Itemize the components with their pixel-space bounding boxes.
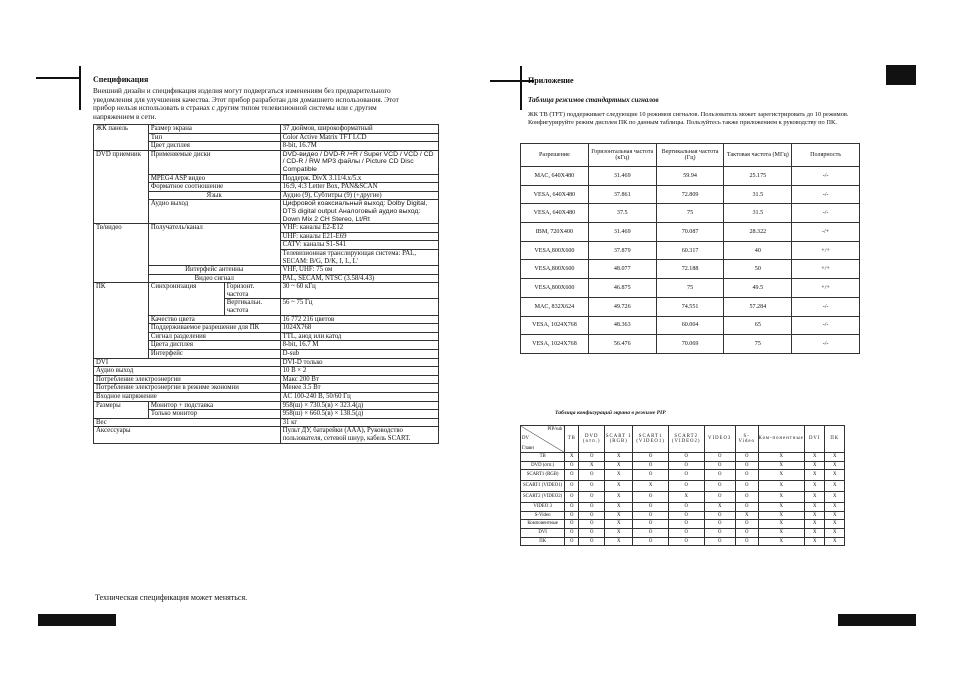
pip-cell: O bbox=[579, 453, 605, 462]
spec-sub-cell: Цвет дисплея bbox=[148, 142, 280, 151]
modes-cell: MAC, 832X624 bbox=[521, 297, 589, 316]
pip-row-label: S-Video bbox=[521, 511, 565, 520]
spec-group-cell: Потребление электроэнергии в режиме экономии bbox=[94, 384, 281, 393]
pip-cell: X bbox=[804, 461, 825, 470]
spec-row bbox=[94, 375, 439, 384]
pip-corner-dv: DV bbox=[522, 436, 529, 441]
spec-group-cell: ПК bbox=[94, 283, 149, 358]
modes-cell: VESA,800X600 bbox=[521, 279, 589, 298]
pip-cell: X bbox=[605, 503, 633, 512]
pip-cell: X bbox=[605, 528, 633, 537]
pip-cell: X bbox=[804, 481, 825, 492]
pip-header-cell: SCART2 (VIDEO2) bbox=[668, 426, 704, 453]
pip-cell: X bbox=[804, 453, 825, 462]
pip-cell: O bbox=[633, 511, 669, 520]
modes-cell: 60.317 bbox=[656, 241, 724, 260]
pip-row bbox=[521, 461, 845, 470]
pip-row-label: SCART1 (VIDEO1) bbox=[521, 481, 565, 492]
spec-value-cell: Макс 200 Вт bbox=[280, 375, 438, 384]
pip-cell: X bbox=[605, 520, 633, 529]
spec-row bbox=[94, 393, 439, 402]
spec-sub-cell: Форматное соотношение bbox=[148, 183, 280, 192]
spec-value-cell: 37 дюймов, широкоформатный bbox=[280, 125, 438, 134]
modes-cell: 46.875 bbox=[588, 279, 656, 298]
pip-cell: X bbox=[758, 470, 804, 481]
pip-cell: O bbox=[565, 528, 579, 537]
modes-cell: 31.5 bbox=[724, 204, 792, 223]
spec-group-cell: Тв/видео bbox=[94, 224, 149, 283]
modes-row bbox=[521, 223, 860, 242]
spec-value-cell: 30 ~ 60 кГц bbox=[280, 283, 438, 299]
pip-cell: O bbox=[579, 537, 605, 546]
spec-value-cell: Телевизионная транслирующая система: PAL, SECAM: B/G, D/K, I, L, L' bbox=[280, 249, 438, 265]
pip-cell: X bbox=[758, 503, 804, 512]
pip-row-label: Компонентные bbox=[521, 520, 565, 529]
pip-corner-sub: PIP/sub bbox=[547, 427, 563, 432]
top-left-rule-vertical bbox=[79, 66, 81, 110]
pip-cell: X bbox=[758, 511, 804, 520]
spec-row bbox=[94, 224, 439, 233]
pip-cell: O bbox=[633, 537, 669, 546]
spec-row bbox=[94, 150, 439, 174]
pip-row bbox=[521, 520, 845, 529]
pip-cell: X bbox=[804, 503, 825, 512]
modes-intro: ЖК ТВ (TFT) поддерживает следующие 10 режимов сигналов. Пользователь может зарегистрировать до 10 режимов. Конфигурируйте режим дисплея ПК по данным таблицы. Пользуйтесь также приложением к руководству по ПК. bbox=[528, 111, 849, 126]
pip-row bbox=[521, 503, 845, 512]
pip-cell: O bbox=[579, 520, 605, 529]
modes-cell: 25.175 bbox=[724, 167, 792, 186]
pip-cell: X bbox=[605, 537, 633, 546]
spec-value-cell: Аудио (9), Субтитры (9) (+другие) bbox=[280, 191, 438, 200]
modes-cell: -/- bbox=[792, 316, 860, 335]
spec-value-cell: DVD-видео / DVD-R /+R / Super VCD / VCD / CD / CD-R / RW MP3 файлы / Picture CD Disc Compatible bbox=[280, 150, 438, 174]
pip-cell: X bbox=[605, 453, 633, 462]
pip-cell: O bbox=[735, 520, 758, 529]
modes-table bbox=[520, 143, 860, 354]
pip-cell: O bbox=[735, 453, 758, 462]
modes-cell: -/- bbox=[792, 167, 860, 186]
pip-header-cell: ТВ bbox=[565, 426, 579, 453]
top-right-rule-vertical bbox=[520, 66, 522, 110]
spec-sub-cell: Цвета дисплея bbox=[148, 341, 280, 350]
spec-value-cell: AC 100-240 В, 50/60 Гц bbox=[280, 393, 438, 402]
pip-header-cell: S-Video bbox=[735, 426, 758, 453]
pip-cell: X bbox=[758, 453, 804, 462]
pip-cell: O bbox=[579, 481, 605, 492]
pip-header-cell: VIDEO3 bbox=[704, 426, 735, 453]
spec-value-cell: UHF: каналы E21-E69 bbox=[280, 232, 438, 241]
spec-row bbox=[94, 367, 439, 376]
spec-sub-cell: Интерфейс bbox=[148, 350, 280, 359]
modes-cell: VESA, 1024X768 bbox=[521, 335, 589, 354]
pip-cell: X bbox=[758, 528, 804, 537]
pip-cell: O bbox=[668, 503, 704, 512]
appendix-title: Приложение bbox=[528, 76, 574, 85]
pip-cell: X bbox=[825, 503, 845, 512]
pip-cell: O bbox=[633, 503, 669, 512]
pip-row bbox=[521, 470, 845, 481]
pip-cell: X bbox=[704, 503, 735, 512]
modes-cell: +/+ bbox=[792, 260, 860, 279]
spec-value-cell: 16:9, 4:3 Letter Box, PAN&SCAN bbox=[280, 183, 438, 192]
spec-value-cell: 31 кг bbox=[280, 418, 438, 427]
pip-cell: X bbox=[579, 461, 605, 470]
modes-cell: -/- bbox=[792, 185, 860, 204]
modes-row bbox=[521, 279, 860, 298]
modes-cell: 31.469 bbox=[588, 223, 656, 242]
pip-cell: O bbox=[668, 511, 704, 520]
spec-sub-cell: Поддерживаемое разрешение для ПК bbox=[148, 324, 280, 333]
pip-cell: X bbox=[825, 481, 845, 492]
modes-header-cell: Вертикальная частота (Гц) bbox=[656, 144, 724, 167]
pip-row-label: SCART1 (RGB) bbox=[521, 470, 565, 481]
pip-row bbox=[521, 453, 845, 462]
pip-header-cell: DVD (отп.) bbox=[579, 426, 605, 453]
pip-cell: O bbox=[633, 453, 669, 462]
pip-cell: X bbox=[825, 528, 845, 537]
pip-cell: X bbox=[804, 520, 825, 529]
pip-cell: X bbox=[825, 461, 845, 470]
spec-group-cell: DVD приемник bbox=[94, 150, 149, 223]
modes-row bbox=[521, 167, 860, 186]
modes-cell: +/+ bbox=[792, 279, 860, 298]
modes-row bbox=[521, 185, 860, 204]
spec-value-cell: 1024X768 bbox=[280, 324, 438, 333]
spec-group-cell: Входное напряжение bbox=[94, 393, 281, 402]
spec-value-cell: Поддерж. DivX 3.11/4.x/5.x bbox=[280, 174, 438, 183]
modes-cell: 28.322 bbox=[724, 223, 792, 242]
pip-cell: X bbox=[825, 511, 845, 520]
spec-value-cell: Пульт ДУ, батарейки (AAA), Руководство пользователя, сетевой шнур, кабель SCART. bbox=[280, 427, 438, 443]
pip-cell: X bbox=[804, 511, 825, 520]
pip-cell: O bbox=[565, 470, 579, 481]
pip-cell: O bbox=[565, 503, 579, 512]
modes-cell: -/- bbox=[792, 204, 860, 223]
modes-header-cell: Разрешение bbox=[521, 144, 589, 167]
pip-cell: O bbox=[704, 481, 735, 492]
spec-value-cell: DVI-D только bbox=[280, 358, 438, 367]
spec-value-cell: 958(ш) × 660.5(в) × 138.5(д) bbox=[280, 410, 438, 419]
spec-row bbox=[94, 384, 439, 393]
pip-cell: O bbox=[704, 453, 735, 462]
pip-cell: O bbox=[735, 470, 758, 481]
pip-cell: O bbox=[579, 492, 605, 503]
pip-cell: O bbox=[565, 537, 579, 546]
pip-cell: X bbox=[668, 492, 704, 503]
modes-subtitle: Таблица режимов стандартных сигналов bbox=[528, 96, 659, 104]
pip-cell: X bbox=[605, 470, 633, 481]
pip-cell: O bbox=[704, 470, 735, 481]
page-tab-marker bbox=[886, 65, 916, 85]
pip-cell: O bbox=[668, 470, 704, 481]
pip-row-label: DVD (отп.) bbox=[521, 461, 565, 470]
modes-cell: 56.476 bbox=[588, 335, 656, 354]
spec-sub2-cell: Горизонт. частота bbox=[224, 283, 280, 299]
pip-cell: O bbox=[565, 481, 579, 492]
pip-title: Таблица конфигураций экрана в режиме PIP bbox=[555, 410, 666, 416]
pip-cell: X bbox=[565, 453, 579, 462]
modes-row bbox=[521, 241, 860, 260]
pip-cell: O bbox=[565, 520, 579, 529]
pip-cell: O bbox=[668, 453, 704, 462]
modes-cell: MAC, 640X480 bbox=[521, 167, 589, 186]
spec-row bbox=[94, 125, 439, 134]
modes-cell: 72.188 bbox=[656, 260, 724, 279]
pip-cell: O bbox=[633, 528, 669, 537]
pip-header-cell: DVI bbox=[804, 426, 825, 453]
pip-cell: O bbox=[668, 481, 704, 492]
modes-cell: VESA,800X600 bbox=[521, 260, 589, 279]
modes-cell: 50 bbox=[724, 260, 792, 279]
bottom-left-bar bbox=[38, 614, 116, 626]
modes-row bbox=[521, 335, 860, 354]
spec-value-cell: Color Active Matrix TFT LCD bbox=[280, 133, 438, 142]
pip-row bbox=[521, 537, 845, 546]
modes-cell: 40 bbox=[724, 241, 792, 260]
pip-cell: X bbox=[825, 470, 845, 481]
spec-sub-cell: Качество цвета bbox=[148, 315, 280, 324]
pip-cell: O bbox=[704, 492, 735, 503]
pip-cell: X bbox=[804, 470, 825, 481]
spec-row bbox=[94, 418, 439, 427]
spec-title: Спецификация bbox=[93, 75, 149, 84]
pip-row-label: VIDEO 3 bbox=[521, 503, 565, 512]
spec-value-cell: 8-bit, 16.7M bbox=[280, 142, 438, 151]
modes-row bbox=[521, 204, 860, 223]
modes-cell: 65 bbox=[724, 316, 792, 335]
pip-cell: X bbox=[605, 461, 633, 470]
pip-cell: O bbox=[704, 528, 735, 537]
modes-cell: 70.087 bbox=[656, 223, 724, 242]
pip-table bbox=[520, 425, 845, 546]
modes-cell: 49.5 bbox=[724, 279, 792, 298]
pip-cell: O bbox=[735, 528, 758, 537]
spec-value-cell: 56 ~ 75 Гц bbox=[280, 299, 438, 315]
spec-row bbox=[94, 427, 439, 443]
pip-cell: O bbox=[735, 492, 758, 503]
spec-value-cell: 10 В × 2 bbox=[280, 367, 438, 376]
spec-row bbox=[94, 283, 439, 299]
pip-row bbox=[521, 511, 845, 520]
pip-cell: O bbox=[579, 470, 605, 481]
spec-sub-cell: Применяемые диски bbox=[148, 150, 280, 174]
spec-footer: Техническая спецификация может меняться. bbox=[95, 593, 248, 602]
modes-header-cell: Полярность bbox=[792, 144, 860, 167]
pip-row bbox=[521, 528, 845, 537]
modes-cell: VESA, 640X480 bbox=[521, 204, 589, 223]
pip-corner-main: Главн bbox=[522, 445, 534, 451]
pip-row-label: DVI bbox=[521, 528, 565, 537]
spec-group-cell: Вес bbox=[94, 418, 281, 427]
modes-cell: 37.879 bbox=[588, 241, 656, 260]
spec-sub2-cell: Вертикальн. частота bbox=[224, 299, 280, 315]
pip-cell: X bbox=[825, 453, 845, 462]
pip-cell: O bbox=[668, 528, 704, 537]
modes-cell: 74.551 bbox=[656, 297, 724, 316]
modes-cell: 31.469 bbox=[588, 167, 656, 186]
pip-header-cell: ПК bbox=[825, 426, 845, 453]
spec-sub-cell: Монитор + подставка bbox=[148, 401, 280, 410]
pip-cell: O bbox=[579, 511, 605, 520]
pip-cell: X bbox=[758, 520, 804, 529]
modes-cell: VESA, 640X480 bbox=[521, 185, 589, 204]
modes-cell: VESA, 1024X768 bbox=[521, 316, 589, 335]
bottom-right-bar bbox=[838, 614, 916, 626]
spec-table bbox=[93, 124, 439, 444]
pip-cell: O bbox=[633, 461, 669, 470]
modes-row bbox=[521, 316, 860, 335]
spec-row bbox=[94, 401, 439, 410]
pip-cell: O bbox=[668, 461, 704, 470]
spec-sub-cell: Тип bbox=[148, 133, 280, 142]
pip-cell: X bbox=[605, 492, 633, 503]
pip-row-label: SCART2 (VIDEO2) bbox=[521, 492, 565, 503]
modes-cell: 31.5 bbox=[724, 185, 792, 204]
pip-cell: X bbox=[735, 511, 758, 520]
modes-cell: 37.861 bbox=[588, 185, 656, 204]
pip-cell: X bbox=[633, 481, 669, 492]
pip-cell: O bbox=[735, 481, 758, 492]
spec-sub-cell: Синхронизация bbox=[148, 283, 224, 315]
pip-cell: O bbox=[704, 461, 735, 470]
pip-cell: O bbox=[704, 511, 735, 520]
modes-cell: -/- bbox=[792, 297, 860, 316]
pip-cell: O bbox=[704, 520, 735, 529]
modes-cell: 48.077 bbox=[588, 260, 656, 279]
spec-sub-cell: Только монитор bbox=[148, 410, 280, 419]
pip-cell: O bbox=[633, 470, 669, 481]
modes-cell: 49.726 bbox=[588, 297, 656, 316]
pip-cell: X bbox=[804, 537, 825, 546]
pip-row-label: ТВ bbox=[521, 453, 565, 462]
spec-value-cell: 16 772 216 цветов bbox=[280, 315, 438, 324]
pip-corner-cell bbox=[521, 426, 565, 453]
spec-value-cell: TTL, анод или катод bbox=[280, 332, 438, 341]
spec-sub-cell: Сигнал разделения bbox=[148, 332, 280, 341]
pip-cell: O bbox=[565, 492, 579, 503]
modes-header-cell: Горизонтальная частота (кГц) bbox=[588, 144, 656, 167]
modes-row bbox=[521, 260, 860, 279]
modes-cell: 48.363 bbox=[588, 316, 656, 335]
spec-row bbox=[94, 358, 439, 367]
modes-cell: 59.94 bbox=[656, 167, 724, 186]
spec-value-cell: D-sub bbox=[280, 350, 438, 359]
pip-cell: O bbox=[704, 537, 735, 546]
modes-cell: 60.004 bbox=[656, 316, 724, 335]
modes-cell: -/- bbox=[792, 335, 860, 354]
pip-row bbox=[521, 481, 845, 492]
pip-cell: O bbox=[735, 503, 758, 512]
pip-cell: O bbox=[668, 520, 704, 529]
spec-value-cell: Менее 3.5 Вт bbox=[280, 384, 438, 393]
pip-header-cell: SCART1 (VIDEO1) bbox=[633, 426, 669, 453]
modes-cell: IBM, 720X400 bbox=[521, 223, 589, 242]
pip-cell: X bbox=[758, 461, 804, 470]
pip-cell: X bbox=[804, 492, 825, 503]
spec-group-cell: Аудио выход bbox=[94, 367, 281, 376]
modes-cell: 72.809 bbox=[656, 185, 724, 204]
spec-group-cell: Размеры bbox=[94, 401, 149, 418]
pip-cell: X bbox=[605, 511, 633, 520]
pip-cell: X bbox=[758, 492, 804, 503]
pip-cell: O bbox=[633, 520, 669, 529]
spec-value-cell: VHF: каналы E2-E12 bbox=[280, 224, 438, 233]
modes-cell: 75 bbox=[724, 335, 792, 354]
spec-sub-cell: Аудио выход bbox=[148, 200, 280, 224]
spec-sub-cell: Видео сигнал bbox=[148, 274, 280, 283]
pip-row-label: ПК bbox=[521, 537, 565, 546]
modes-cell: VESA,800X600 bbox=[521, 241, 589, 260]
spec-sub-cell: Интерфейс антенны bbox=[148, 266, 280, 275]
pip-cell: X bbox=[804, 528, 825, 537]
modes-header-cell: Тактовая частота (МГц) bbox=[724, 144, 792, 167]
pip-cell: X bbox=[758, 481, 804, 492]
spec-group-cell: DVI bbox=[94, 358, 281, 367]
pip-cell: O bbox=[668, 537, 704, 546]
spec-group-cell: ЖК панель bbox=[94, 125, 149, 151]
pip-header-cell: SCART 1 (RGB) bbox=[605, 426, 633, 453]
spec-sub-cell: Размер экрана bbox=[148, 125, 280, 134]
pip-header-cell: Ком-понентные bbox=[758, 426, 804, 453]
spec-sub-cell: MPEG4 ASP видео bbox=[148, 174, 280, 183]
spec-sub-cell: Язык bbox=[148, 191, 280, 200]
pip-row bbox=[521, 492, 845, 503]
modes-cell: 75 bbox=[656, 279, 724, 298]
modes-cell: 75 bbox=[656, 204, 724, 223]
pip-cell: O bbox=[565, 461, 579, 470]
spec-value-cell: 958(ш) × 730.5(в) × 323.4(д) bbox=[280, 401, 438, 410]
spec-value-cell: 8-bit, 16.7 M bbox=[280, 341, 438, 350]
modes-cell: 57.284 bbox=[724, 297, 792, 316]
spec-value-cell: VHF, UHF: 75 ом bbox=[280, 266, 438, 275]
spec-value-cell: Цифровой коаксиальный выход: Dolby Digital, DTS digital output Аналоговый аудио выход: Down Mix 2 CH Stereo, Lt/Rt bbox=[280, 200, 438, 224]
pip-cell: O bbox=[633, 492, 669, 503]
modes-row bbox=[521, 297, 860, 316]
top-left-rule bbox=[36, 77, 80, 79]
modes-cell: +/+ bbox=[792, 241, 860, 260]
modes-cell: -/+ bbox=[792, 223, 860, 242]
pip-cell: X bbox=[825, 537, 845, 546]
pip-cell: O bbox=[579, 503, 605, 512]
modes-cell: 37.5 bbox=[588, 204, 656, 223]
pip-cell: X bbox=[825, 492, 845, 503]
spec-intro: Внешний дизайн и спецификация изделия могут подвергаться изменениям без предварительного уведомления для улучшения качества. Этот прибор разработан для домашнего использования. Этот прибор нельзя использовать в странах с другим типом телевизионной системы или с другим напряжением в сети. bbox=[93, 87, 399, 121]
spec-value-cell: CATV: каналы S1-S41 bbox=[280, 241, 438, 250]
pip-cell: O bbox=[579, 528, 605, 537]
spec-value-cell: PAL, SECAM, NTSC (3.58/4.43) bbox=[280, 274, 438, 283]
pip-cell: X bbox=[825, 520, 845, 529]
spec-group-cell: Потребление электроэнергии bbox=[94, 375, 281, 384]
spec-sub-cell: Получатель/канал bbox=[148, 224, 280, 266]
modes-cell: 70.069 bbox=[656, 335, 724, 354]
pip-cell: O bbox=[565, 511, 579, 520]
spec-group-cell: Аксессуары bbox=[94, 427, 281, 443]
pip-cell: O bbox=[735, 537, 758, 546]
pip-cell: O bbox=[735, 461, 758, 470]
pip-cell: X bbox=[758, 537, 804, 546]
pip-cell: X bbox=[605, 481, 633, 492]
